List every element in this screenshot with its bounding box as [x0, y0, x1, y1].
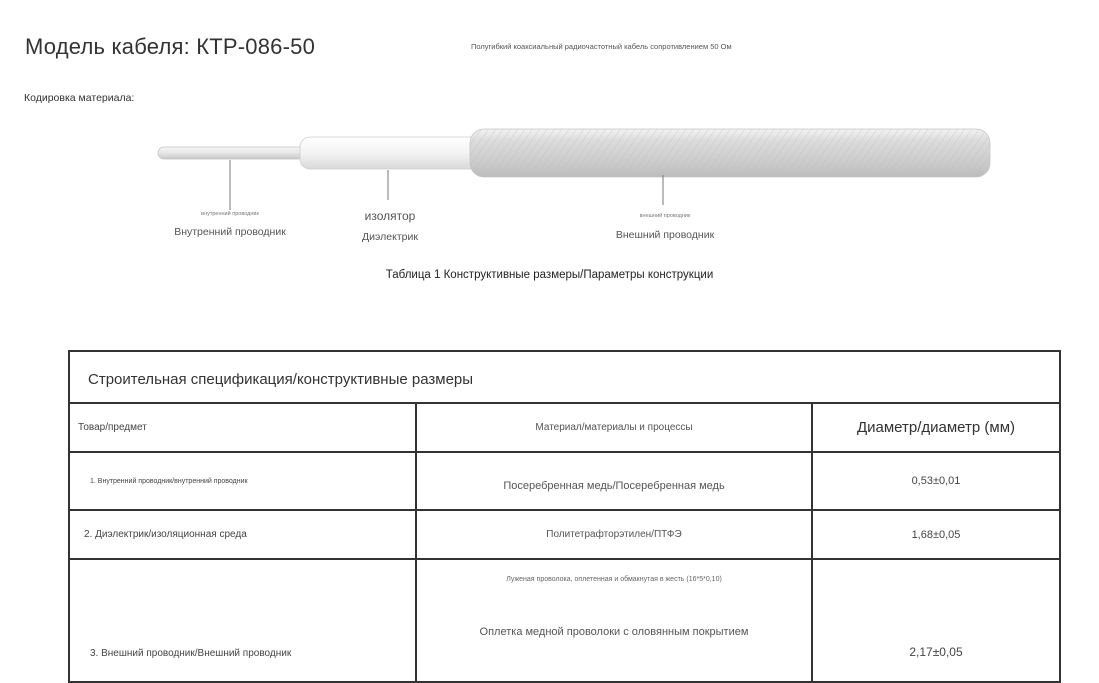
column-header-diameter: Диаметр/диаметр (мм)	[812, 403, 1060, 452]
row-material: Политетрафторэтилен/ПТФЭ	[416, 510, 812, 559]
outer-conductor-graphic	[470, 129, 990, 177]
row-diameter: 1,68±0,05	[812, 510, 1060, 559]
row-item: 1. Внутренний проводник/внутренний проводник	[69, 452, 416, 510]
dielectric-label-small: изолятор	[364, 209, 416, 223]
column-header-item: Товар/предмет	[69, 403, 416, 452]
cable-illustration	[0, 120, 1099, 220]
column-header-material: Материал/материалы и процессы	[416, 403, 812, 452]
table-heading-row	[69, 351, 1060, 403]
outer-conductor-label: Внешний проводник	[615, 229, 715, 241]
row-diameter: 2,17±0,05	[812, 559, 1060, 682]
row-item: 3. Внешний проводник/Внешний проводник	[69, 559, 416, 682]
table-row	[69, 510, 1060, 559]
dielectric-graphic	[300, 137, 495, 169]
inner-conductor-label: Внутренний проводник	[174, 226, 286, 238]
table-caption: Таблица 1 Конструктивные размеры/Параметры конструкции	[385, 269, 714, 281]
row-material-cell	[416, 559, 812, 682]
dielectric-label: Диэлектрик	[362, 231, 418, 243]
material-coding-label: Кодировка материала:	[24, 92, 135, 104]
cable-subtitle: Полугибкий коаксиальный радиочастотный кабель сопротивлением 50 Ом	[471, 42, 732, 51]
table-heading: Строительная спецификация/конструктивные размеры	[69, 351, 1060, 403]
row-material: Посеребренная медь/Посеребренная медь	[416, 452, 812, 510]
table-header-row	[69, 403, 1060, 452]
outer-conductor-label-small: внешний проводник	[639, 213, 691, 219]
row-material: Оплетка медной проволоки с оловянным покрытием	[479, 626, 749, 638]
row-material-note: Луженая проволока, оплетенная и обмакнутая в жесть (16*5*0,10)	[506, 576, 722, 583]
inner-conductor-graphic	[158, 147, 308, 159]
spec-table	[68, 350, 1061, 683]
table-row	[69, 559, 1060, 682]
inner-conductor-label-small: внутренний проводник	[201, 211, 259, 217]
model-title: Модель кабеля: КТР-086-50	[25, 34, 316, 59]
row-item: 2. Диэлектрик/изоляционная среда	[69, 510, 416, 559]
row-diameter: 0,53±0,01	[812, 452, 1060, 510]
table-row	[69, 452, 1060, 510]
